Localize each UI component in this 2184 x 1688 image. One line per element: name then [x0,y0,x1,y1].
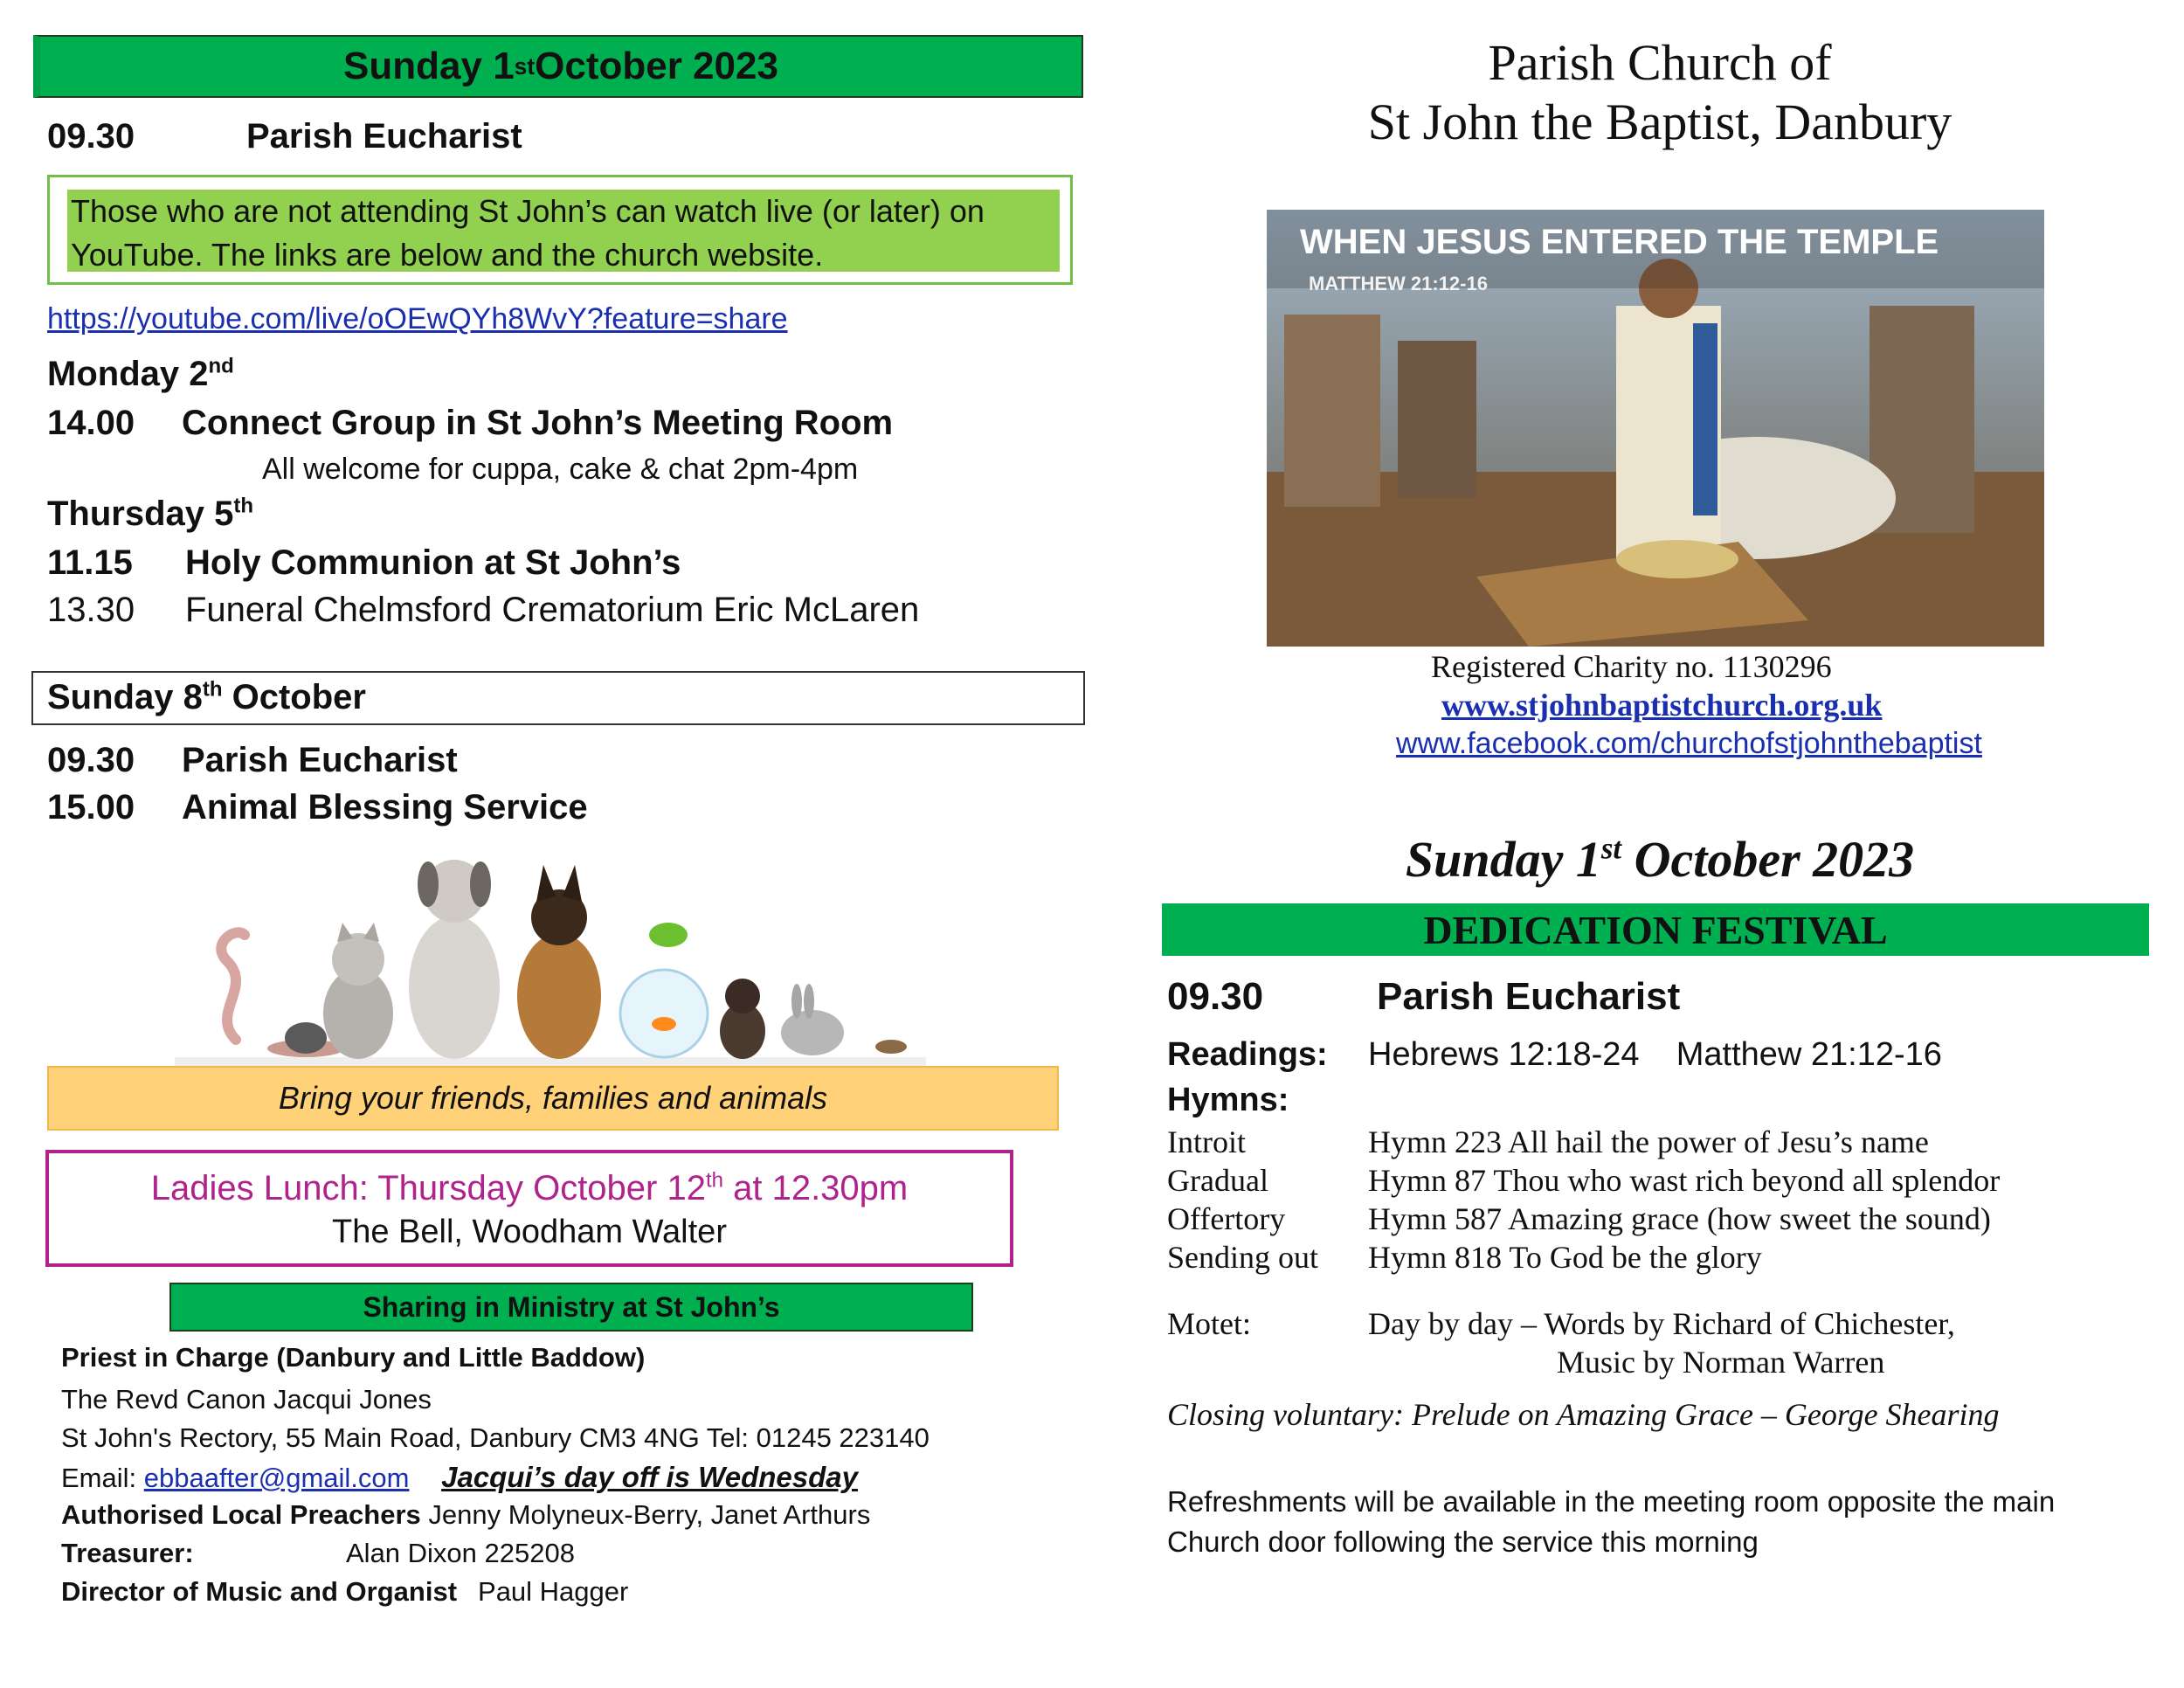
right-service-time: 09.30 [1167,975,1264,1018]
email-link[interactable]: ebbaafter@gmail.com [143,1463,410,1493]
motet-line1: Day by day – Words by Richard of Chichester, [1368,1306,1955,1341]
thursday-event1-row [47,543,681,583]
day-off-note: Jacqui’s day off is Wednesday [441,1461,858,1493]
preachers-row [61,1499,870,1531]
refreshments-line2: Church door following the service this morning [1167,1525,1759,1558]
preachers-names: Jenny Molyneux-Berry, Janet Arthurs [420,1499,871,1530]
ladies-lunch-text-a: Ladies Lunch: Thursday October 12 [150,1169,706,1207]
hymn-label: Offertory [1167,1201,1286,1236]
treasurer-name: Alan Dixon 225208 [346,1538,575,1568]
preachers-label: Authorised Local Preachers [61,1499,421,1530]
email-label: Email: [61,1463,144,1493]
monday-event-row [47,404,893,443]
thursday-time1: 11.15 [47,543,133,582]
dedication-festival-banner: DEDICATION FESTIVAL [1162,903,2149,956]
rabbit-ear-left [791,984,802,1019]
facebook-link[interactable]: www.facebook.com/churchofstjohnthebaptist [1396,727,1982,760]
temple-image [1267,210,2044,647]
service-date-sup: st [1600,831,1622,866]
sunday8-time2: 15.00 [47,788,135,827]
website-link[interactable]: www.stjohnbaptistchurch.org.uk [1441,688,1883,723]
dog-shepherd-body [517,933,601,1059]
sunday8-day: Sunday 8 [47,678,203,716]
monday-sup: nd [208,354,234,378]
service-time: 09.30 [47,117,135,156]
parrot-shape [649,923,688,947]
rabbit-body [781,1010,844,1055]
rectory-address: St John's Rectory, 55 Main Road, Danbury CM3 4NG Tel: 01245 223140 [61,1422,930,1453]
sunday8-event1-row [47,741,458,780]
ladies-lunch-venue: The Bell, Woodham Walter [332,1214,727,1250]
dog-white-ear-left [418,861,439,907]
motet-line2: Music by Norman Warren [1557,1345,1885,1380]
treasurer-label: Treasurer: [61,1538,194,1568]
rabbit-ear-right [804,984,814,1019]
church-title-line1: Parish Church of [1488,34,1832,91]
sunday8-heading [47,678,366,717]
hymn-label: Gradual [1167,1163,1268,1198]
music-name: Paul Hagger [478,1576,629,1607]
sunday8-time1: 09.30 [47,741,135,779]
figure-left-2 [1398,341,1476,498]
ladies-lunch-sup: th [705,1168,723,1193]
sunday8-event2: Animal Blessing Service [182,788,588,827]
sunday8-event2-row [47,788,588,827]
bring-animals-banner: Bring your friends, families and animals [47,1066,1059,1131]
kitten-head [725,979,760,1013]
hymn-value: Hymn 818 To God be the glory [1368,1240,1762,1275]
youtube-link[interactable]: https://youtube.com/live/oOEwQYh8WvY?feature=share [47,302,788,336]
ladies-lunch-box [45,1150,1013,1267]
image-title: WHEN JESUS ENTERED THE TEMPLE [1300,223,1939,261]
closing-voluntary: Closing voluntary: Prelude on Amazing Grace – George Shearing [1167,1397,2000,1432]
monday-note: All welcome for cuppa, cake & chat 2pm-4pm [262,453,859,486]
thursday-event1: Holy Communion at St John’s [185,543,681,582]
refreshments-line1: Refreshments will be available in the meeting room opposite the main [1167,1485,2056,1518]
hymns-label: Hymns: [1167,1082,1289,1118]
monday-event: Connect Group in St John’s Meeting Room [182,404,894,442]
image-reference: MATTHEW 21:12-16 [1309,273,1488,294]
priest-title: Priest in Charge (Danbury and Little Baddow) [61,1342,646,1373]
animals-floor [175,1057,926,1066]
charity-number: Registered Charity no. 1130296 [1431,649,1832,684]
snake-shape [221,932,245,1040]
ladies-lunch-line1 [49,1169,1010,1208]
church-title-line2: St John the Baptist, Danbury [1367,93,1952,150]
fishbowl-shape [620,970,708,1057]
monday-day: Monday 2 [47,355,209,393]
right-service-row [1167,975,1680,1019]
animals-illustration [175,839,926,1066]
priest-name: The Revd Canon Jacqui Jones [61,1384,432,1415]
sunday8-event1: Parish Eucharist [182,741,458,779]
hymn-label: Introit [1167,1124,1246,1159]
music-label: Director of Music and Organist [61,1576,458,1607]
right-service-name: Parish Eucharist [1377,975,1681,1018]
hymn-label: Sending out [1167,1240,1319,1275]
dog-white-ear-right [470,861,491,907]
church-title [1223,33,2097,152]
monday-heading [47,355,234,394]
jesus-sash [1693,323,1717,515]
date-banner-rest: October 2023 [535,45,778,87]
date-banner: Sunday 1 st October 2023 [33,35,1083,98]
thursday-event2: Funeral Chelmsford Crematorium Eric McLaren [185,591,920,629]
service-date-main: Sunday 1 [1405,831,1601,888]
dog-shepherd-ear-left [536,865,556,902]
readings-value: Hebrews 12:18-24 Matthew 21:12-16 [1368,1036,1942,1073]
youtube-note-text: Those who are not attending St John’s can watch live (or later) on YouTube. The links are below and the church website. [71,193,985,273]
sharing-ministry-banner: Sharing in Ministry at St John’s [169,1283,973,1332]
hymn-value: Hymn 87 Thou who wast rich beyond all splendor [1368,1163,2001,1198]
date-banner-main: Sunday 1 [343,45,515,87]
thursday-day: Thursday 5 [47,495,234,533]
service-eucharist-row [47,117,522,156]
hymn-value: Hymn 587 Amazing grace (how sweet the sound) [1368,1201,1991,1236]
thursday-event2-row [47,591,919,630]
service-date-heading [1223,830,2097,889]
treasurer-row [61,1538,575,1569]
thursday-time2: 13.30 [47,591,135,629]
email-row [61,1461,858,1494]
service-date-rest: October 2023 [1621,831,1915,888]
hymn-value: Hymn 223 All hail the power of Jesu’s name [1368,1124,1929,1159]
youtube-note-box [47,175,1073,285]
mouse-shape [285,1022,327,1054]
sunday8-box [31,671,1085,725]
service-name: Parish Eucharist [246,117,522,156]
sunday8-sup: th [202,677,223,702]
goldfish-shape [652,1017,676,1031]
readings-label: Readings: [1167,1036,1328,1073]
dog-shepherd-ear-right [563,865,582,902]
temple-painting [1267,210,2044,647]
ladies-lunch-text-b: at 12.30pm [722,1169,909,1207]
coins-pile [1616,540,1738,578]
motet-label: Motet: [1167,1306,1251,1341]
small-animal-shape [875,1040,907,1054]
dog-white-body [409,916,500,1059]
monday-time: 14.00 [47,404,135,442]
music-row [61,1576,628,1608]
sunday8-rest: October [222,678,366,716]
thursday-heading [47,495,253,534]
thursday-sup: th [233,494,254,518]
figure-left-1 [1284,315,1380,507]
